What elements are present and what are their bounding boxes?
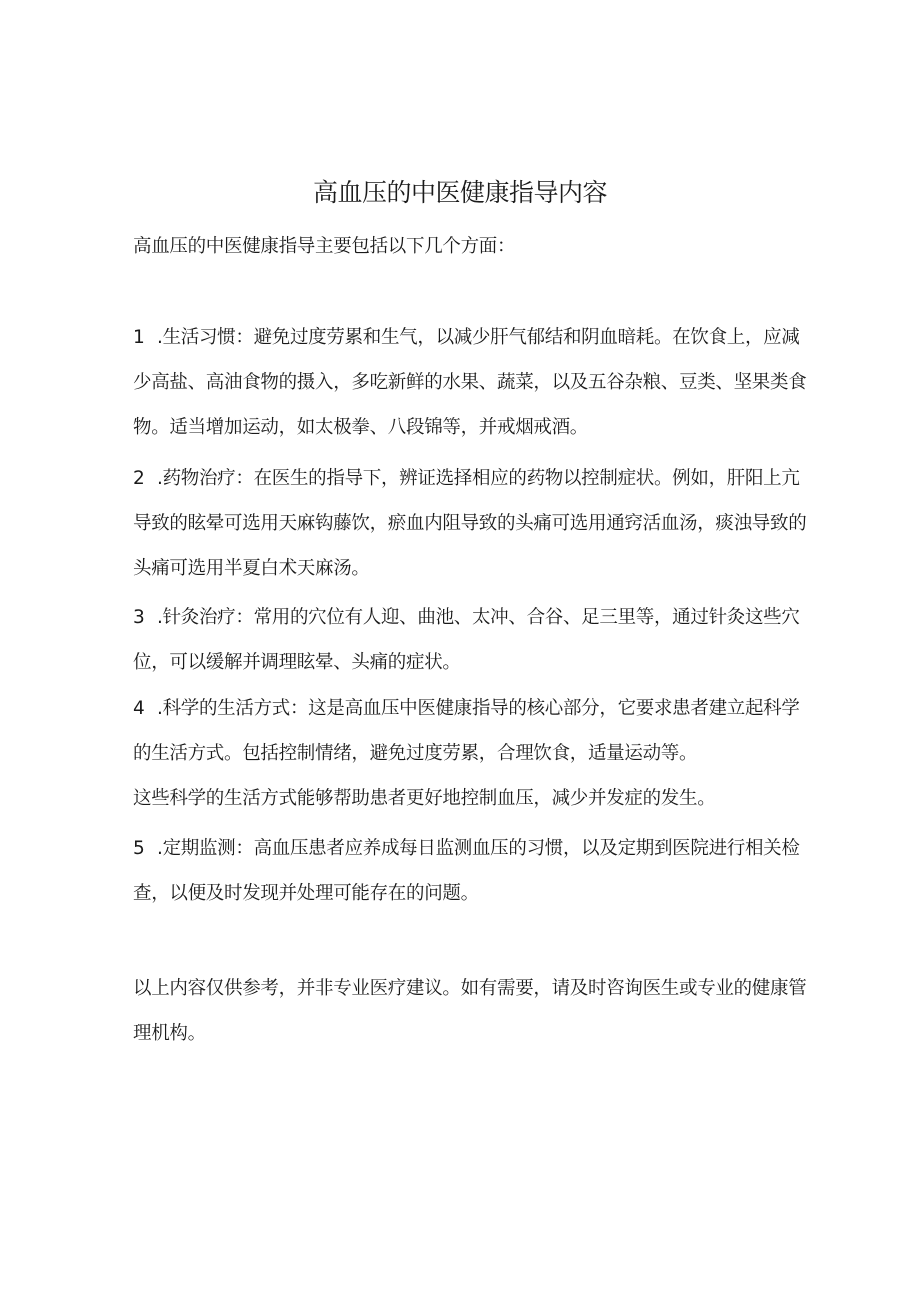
list-item-text: .生活习惯：避免过度劳累和生气，以减少肝气郁结和阴血暗耗。在饮食上，应减少高盐、高油食物的摄入，多吃新鲜的水果、蔬菜，以及五谷杂粮、豆类、坚果类食物。适当增加运动，如太极拳、八段锦等，并戒烟戒酒。 [133, 327, 807, 438]
list-item-number: 3 [133, 607, 145, 628]
extra-paragraph: 这些科学的生活方式能够帮助患者更好地控制血压，减少并发症的发生。 [133, 788, 716, 809]
list-item-text: .定期监测：高血压患者应养成每日监测血压的习惯，以及定期到医院进行相关检查，以便及时发现并处理可能存在的问题。 [133, 838, 800, 904]
list-item-1 [133, 315, 813, 450]
list-item-number: 1 [133, 327, 145, 348]
list-item-number: 4 [133, 698, 145, 719]
list-item-2 [133, 456, 813, 591]
list-item-3 [133, 595, 813, 685]
disclaimer-paragraph: 以上内容仅供参考，并非专业医疗建议。如有需要，请及时咨询医生或专业的健康管理机构。 [133, 978, 807, 1044]
list-item-number: 5 [133, 838, 145, 859]
intro-paragraph: 高血压的中医健康指导主要包括以下几个方面： [133, 236, 516, 257]
list-item-text: .针灸治疗：常用的穴位有人迎、曲池、太冲、合谷、足三里等，通过针灸这些穴位，可以缓解并调理眩晕、头痛的症状。 [133, 607, 800, 673]
document-title: 高血压的中医健康指导内容 [312, 178, 607, 207]
list-item-text: .科学的生活方式：这是高血压中医健康指导的核心部分，它要求患者建立起科学的生活方式。包括控制情绪，避免过度劳累，合理饮食，适量运动等。 [133, 698, 800, 764]
list-item-text: .药物治疗：在医生的指导下，辨证选择相应的药物以控制症状。例如，肝阳上亢导致的眩晕可选用天麻钩藤饮，瘀血内阻导致的头痛可选用通窍活血汤，痰浊导致的头痛可选用半夏白术天麻汤。 [133, 468, 807, 579]
list-item-5 [133, 826, 813, 916]
list-item-4 [133, 686, 813, 776]
list-item-number: 2 [133, 468, 145, 489]
